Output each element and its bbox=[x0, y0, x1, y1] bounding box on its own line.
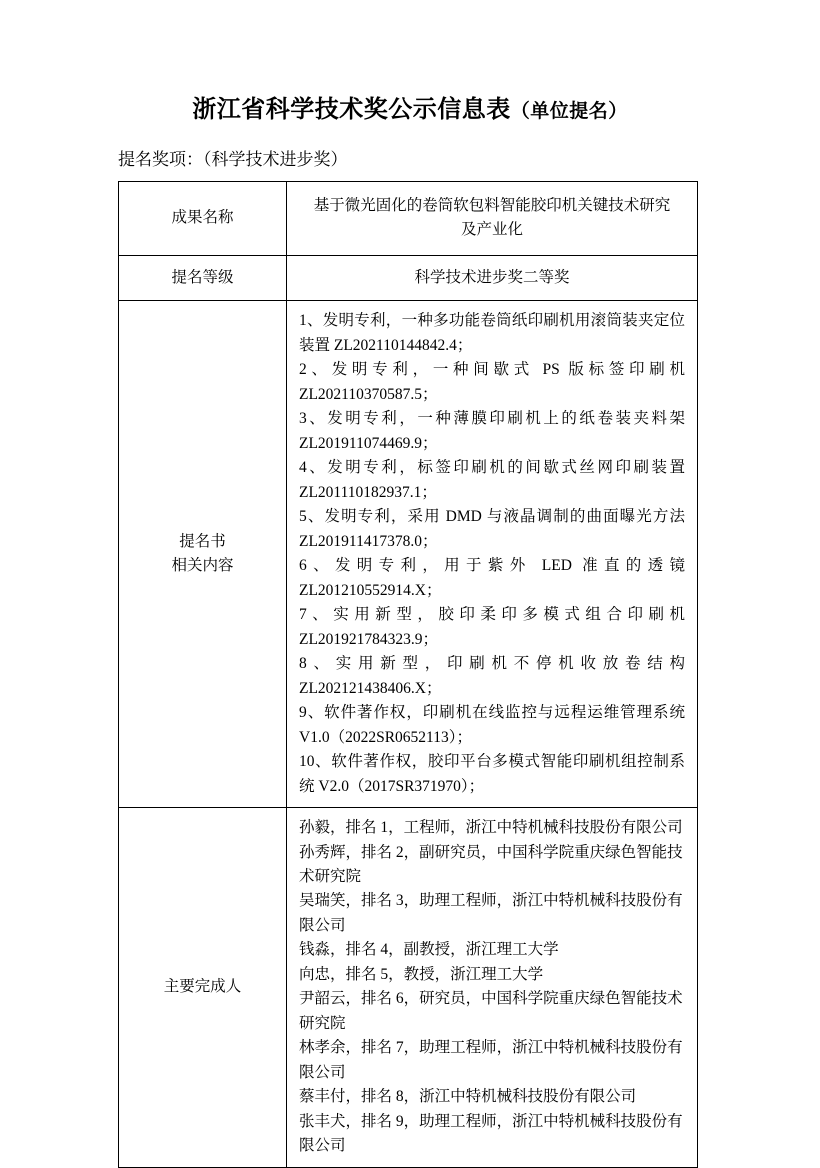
contributor-item: 孙毅，排名 1，工程师，浙江中特机械科技股份有限公司 bbox=[299, 819, 683, 837]
row-value-nomination-level: 科学技术进步奖二等奖 bbox=[287, 255, 698, 300]
row-label-achievement-name: 成果名称 bbox=[119, 181, 287, 255]
nomination-content-item: 10、软件著作权，胶印平台多模式智能印刷机组控制系统 V2.0（2017SR371970）； bbox=[299, 753, 685, 795]
row-value-nomination-content bbox=[287, 301, 698, 808]
table-row-nomination-level bbox=[119, 255, 698, 300]
contributor-item: 向忠，排名 5，教授，浙江理工大学 bbox=[299, 965, 544, 983]
row-label-nomination-content-line1: 提名书 bbox=[179, 532, 226, 550]
page-title-main: 浙江省科学技术奖公示信息表 bbox=[192, 97, 511, 123]
public-notice-table bbox=[118, 181, 698, 1168]
table-row-nomination-content bbox=[119, 301, 698, 808]
nomination-content-item: 2、发明专利，一种间歇式 PS 版标签印刷机 ZL202110370587.5； bbox=[299, 361, 685, 403]
contributor-item: 尹韶云，排名 6，研究员，中国科学院重庆绿色智能技术研究院 bbox=[299, 990, 683, 1032]
row-label-nomination-content-line2: 相关内容 bbox=[171, 557, 234, 575]
nomination-content-item: 3、发明专利，一种薄膜印刷机上的纸卷装夹料架 ZL201911074469.9； bbox=[299, 410, 685, 452]
page-title bbox=[0, 0, 820, 125]
row-label-main-contributors: 主要完成人 bbox=[119, 808, 287, 1168]
nomination-content-item: 7、实用新型，胶印柔印多模式组合印刷机 ZL201921784323.9； bbox=[299, 606, 685, 648]
contributor-item: 林孝余，排名 7，助理工程师，浙江中特机械科技股份有限公司 bbox=[299, 1039, 683, 1081]
row-value-main-contributors bbox=[287, 808, 698, 1168]
row-label-nomination-level: 提名等级 bbox=[119, 255, 287, 300]
table-row-achievement-name bbox=[119, 181, 698, 255]
row-value-achievement-name: 基于微光固化的卷筒软包料智能胶印机关键技术研究及产业化 bbox=[287, 181, 698, 255]
nomination-content-item: 5、发明专利，采用 DMD 与液晶调制的曲面曝光方法 ZL201911417378.0； bbox=[299, 508, 685, 550]
contributor-item: 钱淼，排名 4，副教授，浙江理工大学 bbox=[299, 941, 559, 959]
page-title-sub: （单位提名） bbox=[510, 101, 628, 122]
nomination-content-item: 8、实用新型，印刷机不停机收放卷结构 ZL202121438406.X； bbox=[299, 655, 685, 697]
award-category-line: 提名奖项：（科学技术进步奖） bbox=[118, 149, 348, 169]
contributor-item: 吴瑞笑，排名 3，助理工程师，浙江中特机械科技股份有限公司 bbox=[299, 892, 683, 934]
nomination-content-item: 4、发明专利，标签印刷机的间歇式丝网印刷装置 ZL201110182937.1； bbox=[299, 459, 685, 501]
contributor-item: 张丰犬，排名 9，助理工程师，浙江中特机械科技股份有限公司 bbox=[299, 1112, 683, 1155]
row-label-nomination-content bbox=[119, 301, 287, 808]
nomination-content-item: 6、发明专利，用于紫外 LED 准直的透镜 ZL201210552914.X； bbox=[299, 557, 685, 599]
contributor-item: 孙秀辉，排名 2，副研究员，中国科学院重庆绿色智能技术研究院 bbox=[299, 843, 683, 885]
nomination-content-item: 1、发明专利，一种多功能卷筒纸印刷机用滚筒装夹定位装置 ZL202110144842.4； bbox=[299, 312, 685, 354]
contributor-item: 蔡丰付，排名 8，浙江中特机械科技股份有限公司 bbox=[299, 1088, 637, 1106]
table-row-main-contributors bbox=[119, 808, 698, 1168]
nomination-content-item: 9、软件著作权，印刷机在线监控与远程运维管理系统 V1.0（2022SR0652113）； bbox=[299, 704, 685, 746]
main-contributors-list bbox=[299, 816, 685, 1159]
nomination-content-list bbox=[299, 309, 685, 799]
